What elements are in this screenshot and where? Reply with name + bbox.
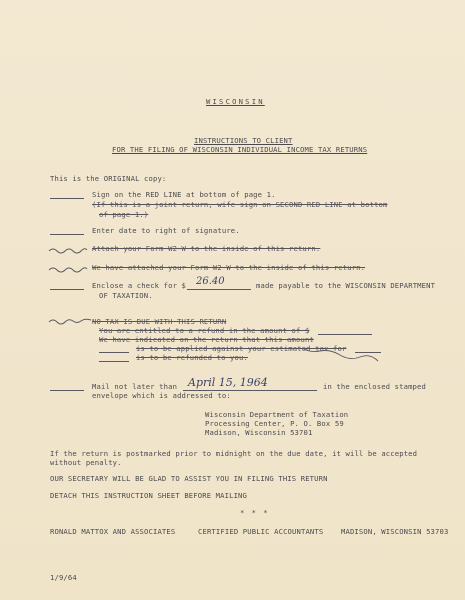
mail-line-1-pre: Mail not later than	[92, 382, 178, 391]
attach-line: Attach your Form W2-W to the inside of this return.	[92, 244, 321, 253]
firm-city: MADISON, WISCONSIN 53703	[341, 527, 449, 536]
refund-l3-blank	[99, 352, 129, 353]
postmark-line-1: If the return is postmarked prior to midnight on the due date, it will be accepted	[50, 449, 418, 458]
mail-line-2: envelope which is addressed to:	[92, 391, 231, 400]
date-line: Enter date to right of signature.	[92, 226, 240, 235]
title-line-1: INSTRUCTIONS TO CLIENT	[194, 136, 293, 145]
refund-heading: NO TAX IS DUE WITH THIS RETURN	[92, 317, 227, 326]
refund-cross-squiggle	[300, 344, 380, 364]
sign-line-1: Sign on the RED LINE at bottom of page 1.	[92, 190, 276, 199]
check-amount: 26.40	[196, 276, 225, 287]
refund-line-3: is to be applied against your estimated tax for	[136, 344, 347, 353]
check-blank	[50, 289, 84, 290]
refund-amount-blank	[318, 334, 372, 335]
attach-squiggle	[48, 246, 88, 254]
stars-divider: * * *	[240, 508, 270, 517]
attached-line: We have attached your Form W2-W to the inside of this return.	[92, 263, 366, 272]
intro-text: This is the ORIGINAL copy:	[50, 174, 167, 183]
sign-blank	[50, 198, 84, 199]
address-line-2: Processing Center, P. O. Box 59	[205, 419, 344, 428]
mail-date: April 15, 1964	[188, 376, 268, 389]
attached-squiggle	[48, 265, 88, 273]
detach-note: DETACH THIS INSTRUCTION SHEET BEFORE MAILING	[50, 491, 247, 500]
refund-line-2: We have indicated on the return that this amount	[99, 335, 314, 344]
check-line-1-pre: Enclose a check for $	[92, 281, 187, 290]
form-code: 1/9/64	[50, 573, 77, 582]
state-heading: WISCONSIN	[206, 97, 265, 106]
refund-l4-blank	[99, 361, 129, 362]
firm-name: RONALD MATTOX AND ASSOCIATES	[50, 527, 176, 536]
title-line-2: FOR THE FILING OF WISCONSIN INDIVIDUAL INCOME TAX RETURNS	[112, 145, 368, 154]
secretary-note: OUR SECRETARY WILL BE GLAD TO ASSIST YOU IN FILING THIS RETURN	[50, 474, 328, 483]
date-blank	[50, 234, 84, 235]
mail-blank	[50, 390, 84, 391]
sign-line-3: of page 1.)	[99, 210, 149, 219]
address-line-1: Wisconsin Department of Taxation	[205, 410, 349, 419]
address-line-3: Madison, Wisconsin 53701	[205, 428, 313, 437]
refund-squiggle	[48, 316, 92, 326]
check-line-2: OF TAXATION.	[99, 291, 153, 300]
mail-line-1-post: in the enclosed stamped	[323, 382, 426, 391]
sign-line-2: (If this is a joint return, wife sign on SECOND RED LINE at bottom	[92, 200, 388, 209]
refund-line-1: You are entitled to a refund in the amount of $	[99, 326, 310, 335]
check-amount-blank	[187, 289, 251, 290]
check-line-1-post: made payable to the WISCONSIN DEPARTMENT	[256, 281, 436, 290]
refund-line-4: is to be refunded to you.	[136, 353, 248, 362]
cpa-label: CERTIFIED PUBLIC ACCOUNTANTS	[198, 527, 324, 536]
postmark-line-2: without penalty.	[50, 458, 122, 467]
